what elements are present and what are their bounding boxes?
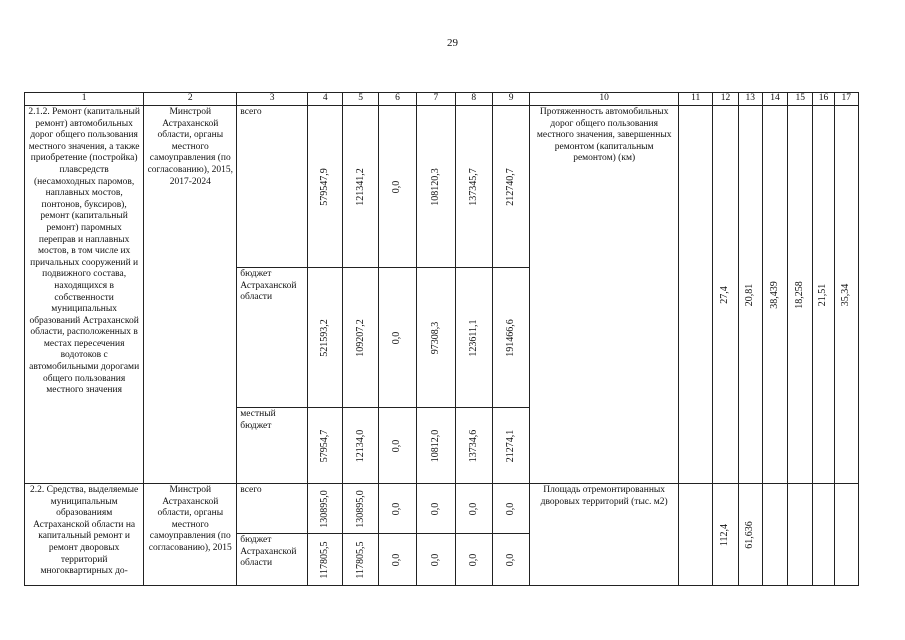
indicator-value-cell [678,106,712,484]
amount-cell [455,408,492,484]
indicator-value: 35,34 [840,283,852,306]
col-header: 1 [25,93,144,106]
amount-value: 0,0 [505,553,517,566]
table-body [25,93,859,586]
amount-value: 0,0 [467,553,479,566]
amount-value: 10812,0 [430,429,442,462]
amount-value: 0,0 [391,502,403,515]
amount-value: 0,0 [467,502,479,515]
amount-cell [492,106,529,268]
amount-cell [492,268,529,408]
indicator-cell: Протяженность автомобильных дорог общего пользования местного значения, завершенных ремонтом (капитальным ремонтом) (км) [530,106,679,484]
amount-value: 21274,1 [505,429,517,462]
indicator-value-cell [813,484,834,586]
amount-cell [417,106,455,268]
page-number: 29 [447,37,458,49]
col-header: 17 [834,93,858,106]
amount-cell [378,534,416,586]
amount-value: 212740,7 [505,167,517,206]
col-header: 6 [378,93,416,106]
amount-cell [417,268,455,408]
amount-cell [455,484,492,534]
col-header: 8 [455,93,492,106]
indicator-value-cell [762,106,787,484]
amount-cell [308,408,343,484]
indicator-value-cell [713,484,738,586]
amount-cell [492,484,529,534]
indicator-value-cell [834,484,858,586]
col-header: 10 [530,93,679,106]
amount-value: 57954,7 [319,429,331,462]
amount-value: 0,0 [391,180,403,193]
amount-value: 579547,9 [319,167,331,206]
indicator-value: 21,51 [817,283,829,306]
amount-cell [343,484,378,534]
table-row [25,484,859,534]
col-header: 13 [738,93,762,106]
amount-value: 117805,5 [354,540,366,579]
amount-cell [343,106,378,268]
amount-cell [417,484,455,534]
col-header: 11 [678,93,712,106]
amount-cell [343,408,378,484]
amount-value: 191466,6 [505,318,517,357]
amount-value: 13734,6 [467,429,479,462]
indicator-value: 27,4 [719,285,731,304]
funding-source-cell: всего [237,106,308,268]
amount-cell [308,106,343,268]
indicator-value-cell [813,106,834,484]
indicator-value-cell [713,106,738,484]
amount-value: 0,0 [430,502,442,515]
funding-source-cell: бюджет Астраханской области [237,534,308,586]
amount-value: 137345,7 [467,167,479,206]
amount-value: 0,0 [391,331,403,344]
indicator-value-cell [762,484,787,586]
amount-cell [378,408,416,484]
column-number-row [25,93,859,106]
indicator-value: 61,636 [744,520,756,549]
col-header: 16 [813,93,834,106]
table-row [25,106,859,268]
col-header: 4 [308,93,343,106]
amount-cell [378,268,416,408]
amount-cell [492,408,529,484]
amount-cell [343,268,378,408]
amount-cell [308,534,343,586]
amount-value: 0,0 [505,502,517,515]
amount-cell [455,106,492,268]
amount-cell [308,268,343,408]
amount-cell [378,106,416,268]
funding-source-cell: бюджет Астраханской области [237,268,308,408]
amount-value: 12134,0 [354,429,366,462]
amount-cell [417,408,455,484]
indicator-value: 20,81 [744,283,756,306]
indicator-value-cell [738,484,762,586]
indicator-cell: Площадь отремонтированных дворовых территорий (тыс. м2) [530,484,679,586]
amount-value: 0,0 [430,553,442,566]
col-header: 5 [343,93,378,106]
amount-value: 117805,5 [319,540,331,579]
col-header: 7 [417,93,455,106]
col-header: 3 [237,93,308,106]
amount-cell [455,268,492,408]
indicator-value-cell [788,484,813,586]
col-header: 14 [762,93,787,106]
amount-value: 521593,2 [319,318,331,357]
indicator-value: 38,439 [769,280,781,309]
amount-value: 0,0 [391,439,403,452]
col-header: 12 [713,93,738,106]
indicator-value-cell [834,106,858,484]
indicator-value: 18,258 [794,280,806,309]
indicator-value-cell [788,106,813,484]
amount-cell [343,534,378,586]
funding-source-cell: всего [237,484,308,534]
amount-value: 130895,0 [319,489,331,528]
amount-cell [417,534,455,586]
amount-cell [308,484,343,534]
executor-cell: Минстрой Астраханской области, органы местного самоуправления (по согласованию), 2015 [144,484,237,586]
indicator-value: 112,4 [719,523,731,546]
amount-value: 0,0 [391,553,403,566]
amount-value: 121341,2 [354,167,366,206]
indicator-value-cell [738,106,762,484]
activity-cell: 2.1.2. Ремонт (капитальный ремонт) автомобильных дорог общего пользования местного значения, а также приобретение (постройка) плавсредств (несамоходных паромов, наплавных мостов, понтонов, буксиров), ремонт (капитальный ремонт) паромных переправ и наплавных мостов, в том числе их причальных сооружений и подвижного состава, находящихся в собственности муниципальных образований Астраханской области, расположенных в местах пересечения водотоков с автомобильными дорогами общего пользования местного значения [25,106,144,484]
col-header: 9 [492,93,529,106]
amount-value: 97308,3 [430,321,442,354]
amount-value: 108120,3 [430,167,442,206]
amount-cell [378,484,416,534]
executor-cell: Минстрой Астраханской области, органы местного самоуправления (по согласованию), 2015, 2017-2024 [144,106,237,484]
indicator-value-cell [678,484,712,586]
program-table [24,92,859,586]
col-header: 15 [788,93,813,106]
amount-value: 123611,1 [467,318,479,357]
funding-source-cell: местный бюджет [237,408,308,484]
amount-cell [455,534,492,586]
activity-cell: 2.2. Средства, выделяемые муниципальным образованиям Астраханской области на капитальный ремонт и ремонт дворовых территорий многоквартирных до- [25,484,144,586]
amount-cell [492,534,529,586]
amount-value: 130895,0 [354,489,366,528]
amount-value: 109207,2 [354,318,366,357]
col-header: 2 [144,93,237,106]
